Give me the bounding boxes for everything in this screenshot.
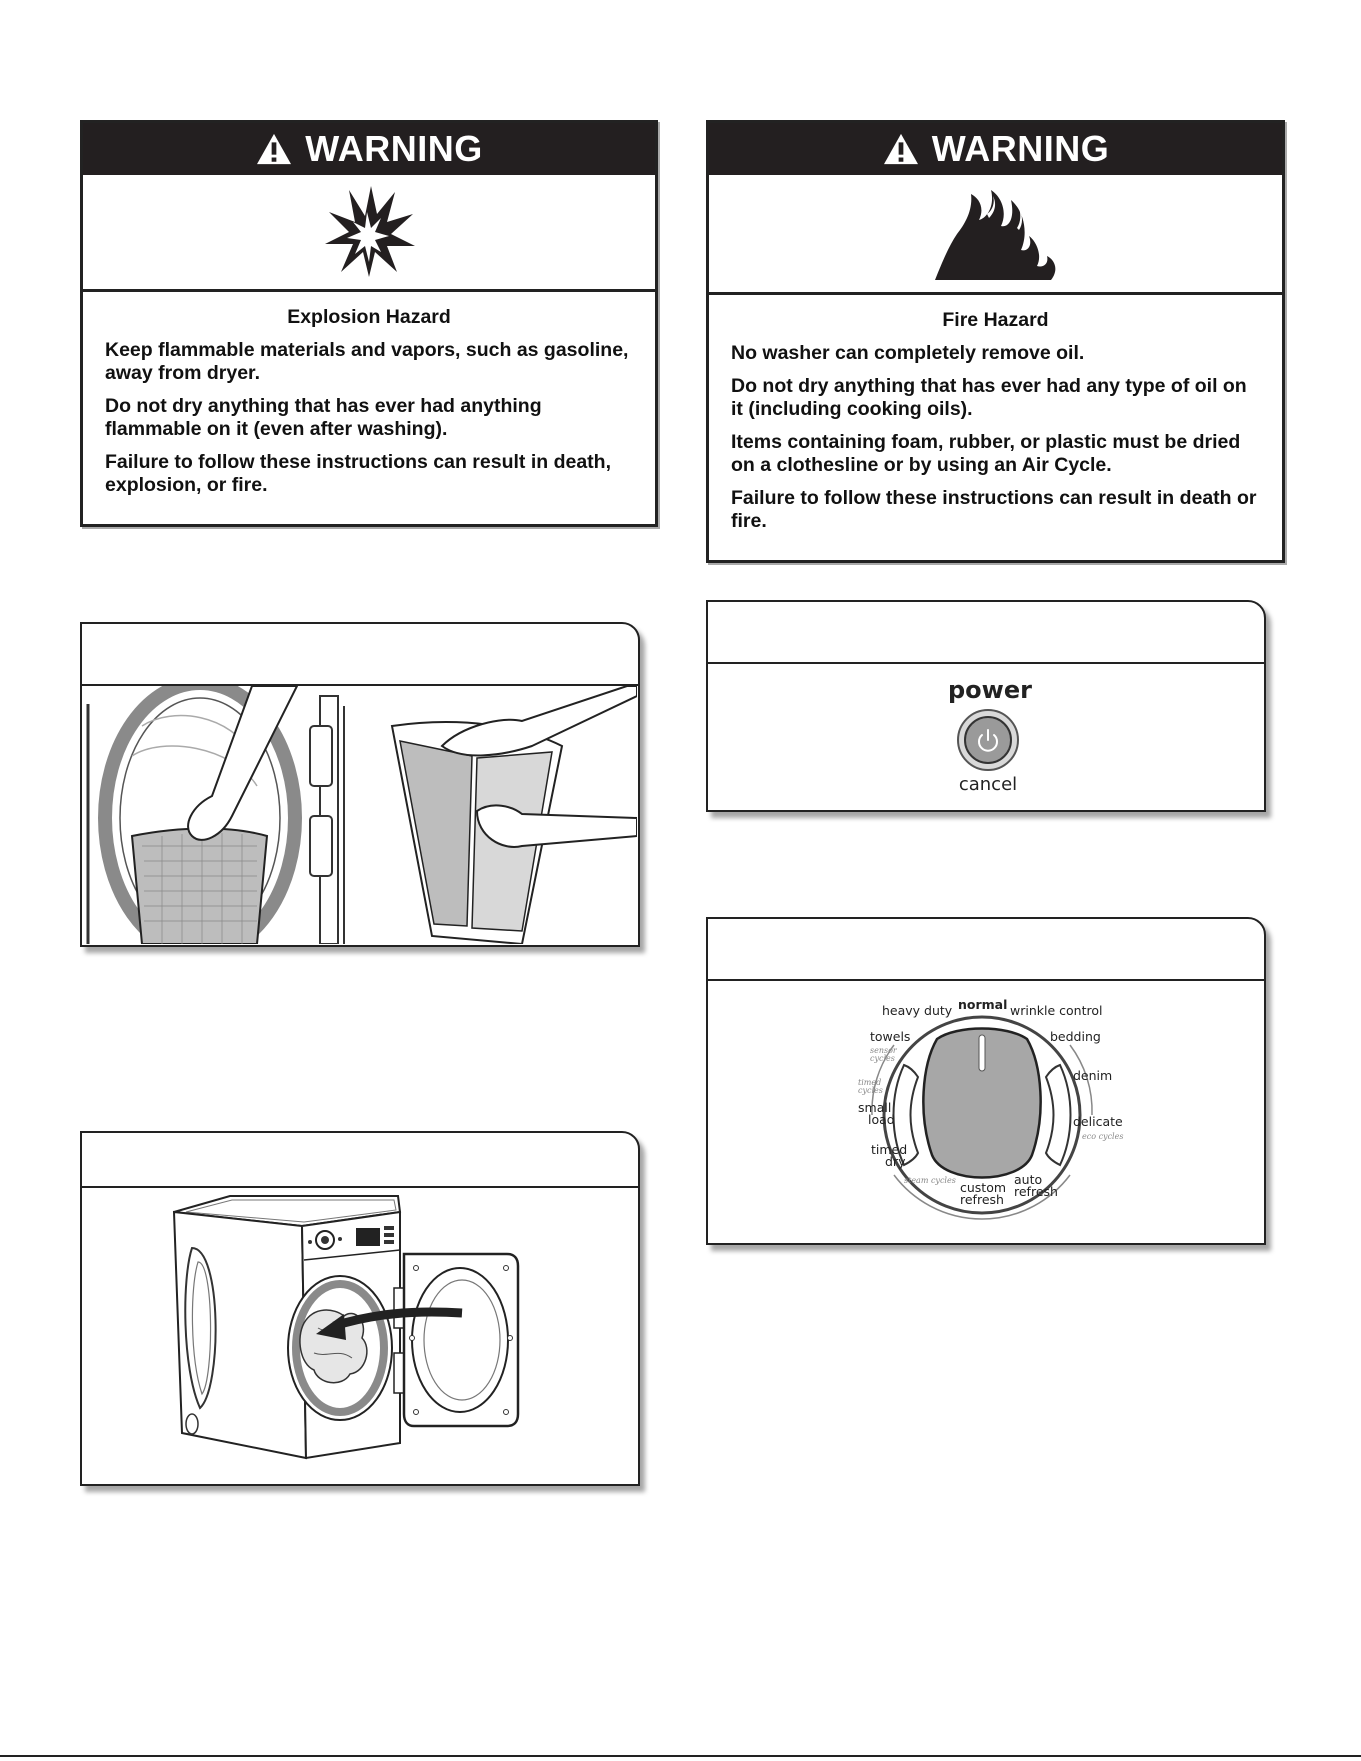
warning-line: Keep flammable materials and vapors, such as gasoline, away from dryer. xyxy=(105,339,629,384)
cycle-label-denim: denim xyxy=(1073,1068,1113,1083)
panel-header xyxy=(708,919,1264,981)
power-button[interactable] xyxy=(956,708,1020,772)
panel-header xyxy=(708,602,1264,664)
warning-box-fire xyxy=(706,120,1285,563)
group-label-sensor: sensor xyxy=(870,1046,897,1055)
cycle-label-towels: towels xyxy=(870,1029,911,1044)
cancel-label: cancel xyxy=(958,774,1018,795)
cycle-label-bedding: bedding xyxy=(1050,1029,1101,1044)
warning-triangle-icon xyxy=(255,132,293,166)
load-dryer-illustration xyxy=(82,1188,638,1483)
warning-line: Failure to follow these instructions can result in death, explosion, or fire. xyxy=(105,451,611,496)
power-panel xyxy=(706,600,1266,812)
hazard-title: Explosion Hazard xyxy=(287,306,451,328)
warning-body xyxy=(83,292,655,513)
group-label-steam-cycles: steam cycles xyxy=(904,1176,956,1185)
warning-line: Do not dry anything that has ever had any type of oil on it (including cooking oils). xyxy=(731,375,1247,420)
warning-heading: WARNING xyxy=(305,128,483,169)
cycle-label-heavy-duty: heavy duty xyxy=(882,1003,953,1018)
warning-header xyxy=(709,123,1282,175)
power-illustration xyxy=(708,664,1264,812)
explosion-picture xyxy=(83,175,655,292)
warning-line: Do not dry anything that has ever had anything flammable on it (even after washing). xyxy=(105,395,542,440)
warning-header xyxy=(83,123,655,175)
cycle-label-custom-refresh: refresh xyxy=(960,1192,1004,1207)
cycle-dial-panel xyxy=(706,917,1266,1245)
cycle-dial-illustration xyxy=(708,981,1264,1245)
lint-screen-removal-drawing xyxy=(82,686,637,944)
group-label-sensor-cycles: cycles xyxy=(870,1054,895,1063)
warning-line: No washer can completely remove oil. xyxy=(731,342,1085,364)
cycle-label-normal: normal xyxy=(958,997,1008,1012)
footer-rule xyxy=(0,1755,1361,1757)
cycle-label-wrinkle-control: wrinkle control xyxy=(1010,1003,1103,1018)
lint-screen-illustration xyxy=(82,686,638,944)
warning-body xyxy=(709,295,1282,549)
cycle-label-small: small xyxy=(858,1100,892,1115)
warning-triangle-icon xyxy=(882,132,920,166)
warning-box-explosion xyxy=(80,120,658,527)
cycle-label-delicate: delicate xyxy=(1073,1114,1123,1129)
dryer-loading-drawing xyxy=(82,1188,637,1483)
load-dryer-panel xyxy=(80,1131,640,1486)
warning-line: Items containing foam, rubber, or plastic must be dried on a clothesline or by using an Air Cycle. xyxy=(731,431,1241,476)
cycle-label-auto: auto xyxy=(1014,1172,1043,1187)
power-label: power xyxy=(948,676,1032,704)
warning-line: Failure to follow these instructions can result in death or fire. xyxy=(731,487,1257,532)
explosion-icon xyxy=(319,182,419,282)
knob-pointer xyxy=(979,1035,985,1071)
group-label-timed-cycles: cycles xyxy=(858,1086,883,1095)
panel-header xyxy=(82,1133,638,1188)
lint-screen-panel xyxy=(80,622,640,947)
cycle-label-timed: timed xyxy=(871,1142,908,1157)
fire-icon xyxy=(931,184,1061,284)
hazard-title: Fire Hazard xyxy=(942,309,1049,331)
fire-picture xyxy=(709,175,1282,295)
cycle-label-custom: custom xyxy=(960,1180,1007,1195)
warning-heading: WARNING xyxy=(931,128,1110,169)
group-label-timed: timed xyxy=(858,1078,882,1087)
panel-header xyxy=(82,624,638,686)
cycle-label-dry: dry xyxy=(885,1154,906,1169)
group-label-eco-cycles: eco cycles xyxy=(1082,1132,1124,1141)
cycle-label-load: load xyxy=(868,1112,895,1127)
cycle-label-auto-refresh: refresh xyxy=(1014,1184,1058,1199)
